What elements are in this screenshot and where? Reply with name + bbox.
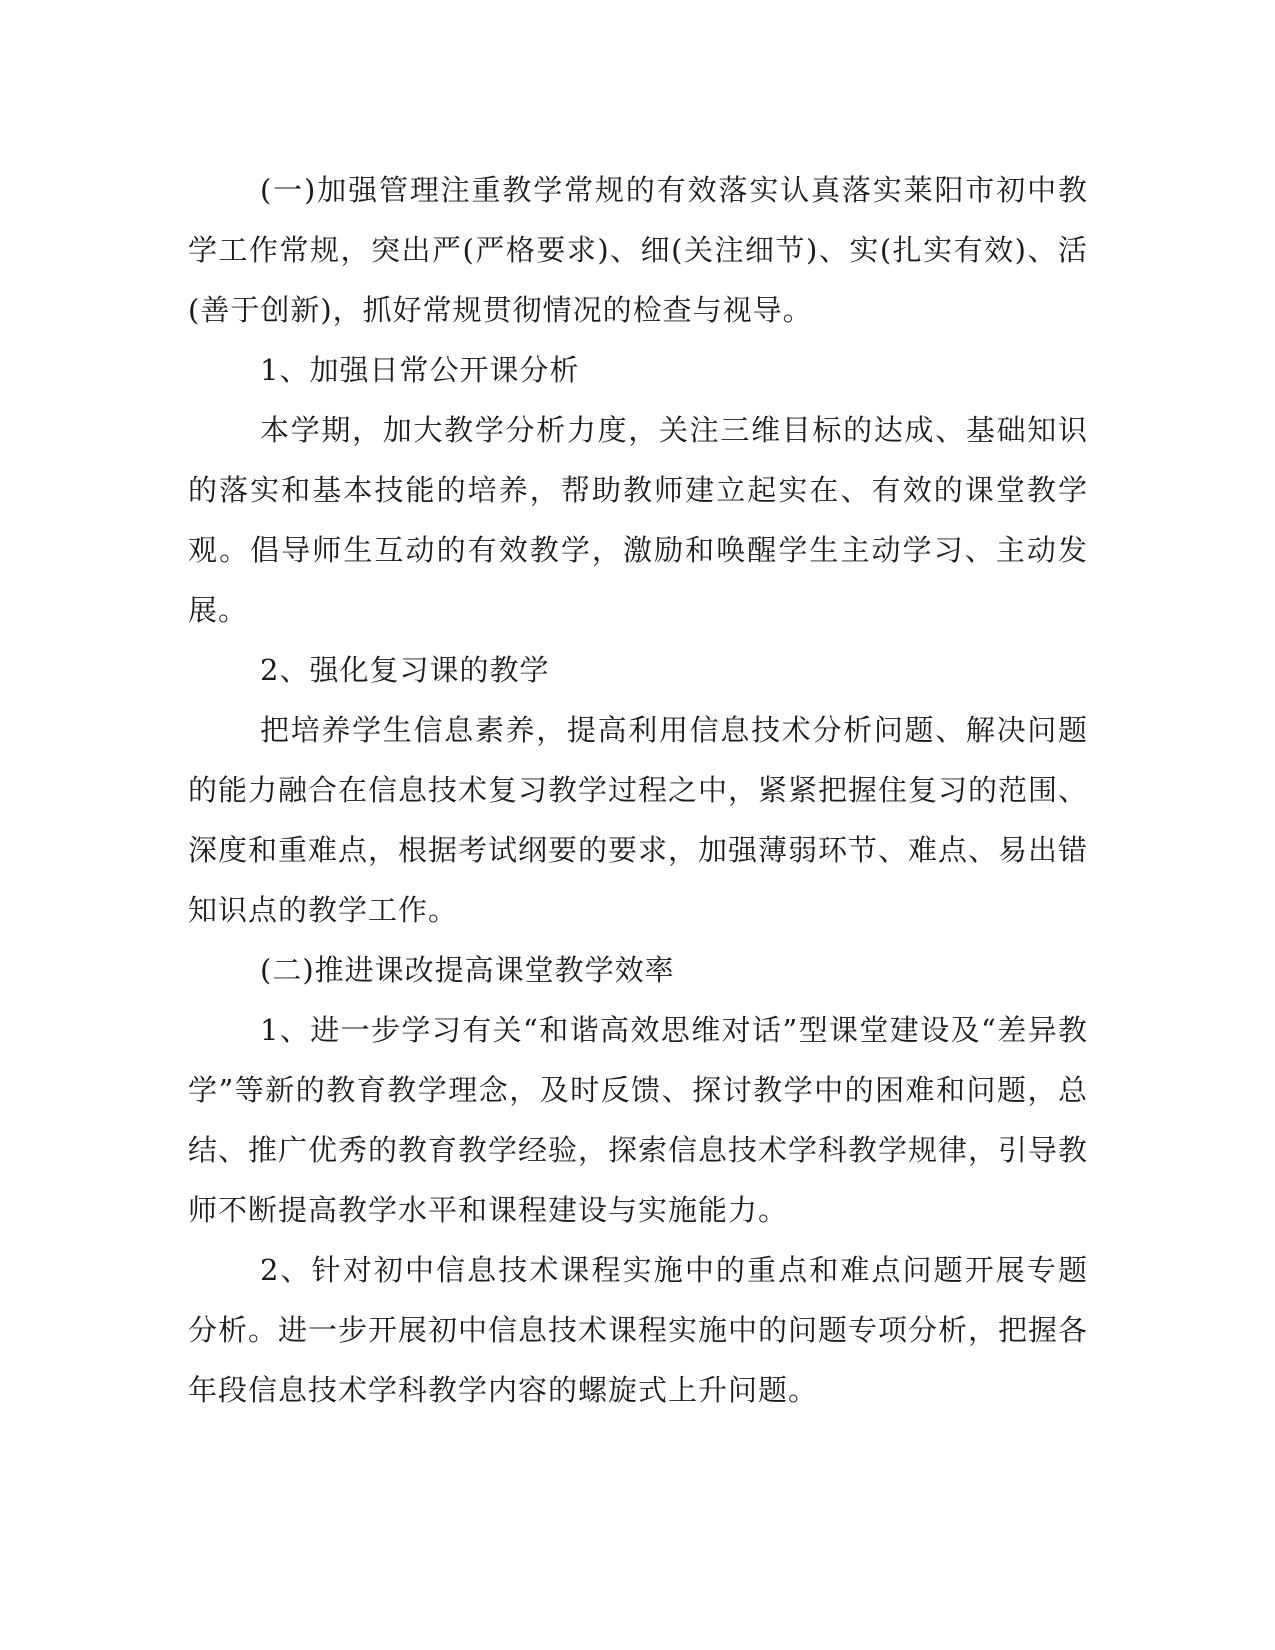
paragraph-section-2-heading: (二)推进课改提高课堂教学效率 — [260, 953, 675, 987]
paragraph-item-1-body: 本学期，加大教学分析力度，关注三维目标的达成、基础知识的落实和基本技能的培养，帮助教师建立起实在、有效的课堂教学观。倡导师生互动的有效教学，激励和唤醒学生主动学习、主动发展。 — [188, 413, 1088, 627]
paragraph-item-1-heading: 1、加强日常公开课分析 — [260, 353, 580, 387]
paragraph-item-2-heading: 2、强化复习课的教学 — [260, 653, 550, 687]
paragraph-section-2-item-2: 2、针对初中信息技术课程实施中的重点和难点问题开展专题分析。进一步开展初中信息技术课程实施中的问题专项分析，把握各年段信息技术学科教学内容的螺旋式上升问题。 — [188, 1253, 1089, 1407]
document-body — [188, 160, 1088, 1420]
paragraph-item-2-body: 把培养学生信息素养，提高利用信息技术分析问题、解决问题的能力融合在信息技术复习教学过程之中，紧紧把握住复习的范围、深度和重难点，根据考试纲要的要求，加强薄弱环节、难点、易出错知识点的教学工作。 — [188, 713, 1089, 927]
paragraph-section-1-heading: (一)加强管理注重教学常规的有效落实认真落实莱阳市初中教学工作常规，突出严(严格要求)、细(关注细节)、实(扎实有效)、活(善于创新)，抓好常规贯彻情况的检查与视导。 — [188, 173, 1088, 327]
paragraph-section-2-item-1: 1、进一步学习有关“和谐高效思维对话”型课堂建设及“差异教学”等新的教育教学理念，及时反馈、探讨教学中的困难和问题，总结、推广优秀的教育教学经验，探索信息技术学科教学规律，引导教师不断提高教学水平和课程建设与实施能力。 — [188, 1013, 1089, 1227]
